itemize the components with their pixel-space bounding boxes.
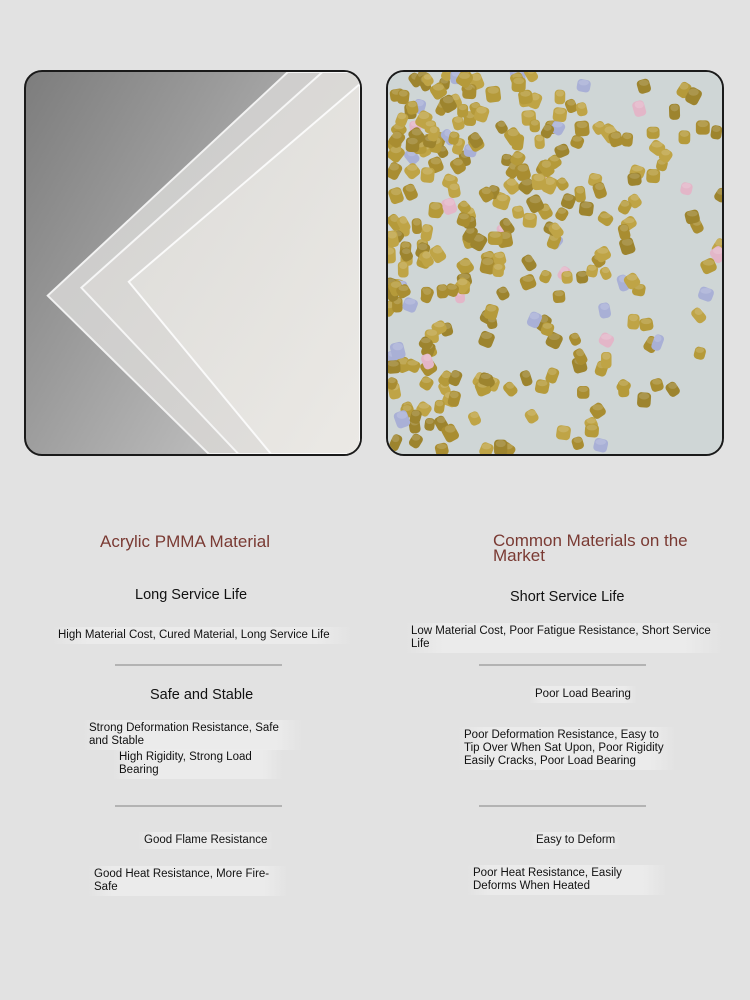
left-text-1: High Material Cost, Cured Material, Long Service Life [52, 627, 352, 644]
pellet [529, 120, 540, 133]
pellet [637, 392, 652, 408]
right-text-3: Poor Heat Resistance, Easily Deforms When Heated [467, 865, 667, 895]
pellet [556, 425, 572, 441]
pellet [577, 386, 589, 399]
pellet [574, 120, 590, 137]
right-divider-2 [479, 805, 646, 807]
left-heading: Acrylic PMMA Material [100, 532, 271, 551]
pellet [601, 352, 611, 368]
pellet [552, 107, 567, 123]
pellet [420, 167, 435, 183]
left-title-3: Good Flame Resistance [138, 832, 273, 849]
pellet [492, 263, 504, 277]
acrylic-sheets-illustration [26, 72, 360, 454]
pellet [511, 77, 526, 92]
pellet [488, 231, 503, 245]
pellet [398, 261, 409, 277]
left-divider-2 [115, 805, 282, 807]
pellet [678, 130, 690, 144]
pellet [522, 213, 537, 229]
pellet [646, 169, 660, 184]
pellet [552, 290, 565, 303]
left-title-2: Safe and Stable [150, 687, 254, 703]
right-title-3: Easy to Deform [530, 832, 621, 849]
pellet [621, 132, 633, 147]
right-heading: Common Materials on the Market [493, 531, 688, 565]
pellet [388, 360, 401, 374]
left-text-2a: Strong Deformation Resistance, Safe and Stable [83, 720, 303, 750]
left-text-3: Good Heat Resistance, More Fire-Safe [88, 866, 288, 896]
plastic-pellets-photo [386, 70, 724, 456]
pellet [388, 247, 396, 264]
pellet [669, 104, 680, 120]
right-text-1: Low Material Cost, Poor Fatigue Resistance, Short Service Life [405, 623, 723, 653]
left-text-2b: High Rigidity, Strong Load Bearing [113, 749, 283, 779]
right-title-2: Poor Load Bearing [529, 686, 637, 703]
pellet [627, 314, 640, 330]
acrylic-sheets-photo [24, 70, 362, 456]
pellet [436, 284, 448, 299]
pellet [485, 85, 502, 103]
pellet [428, 202, 443, 219]
left-divider-1 [115, 664, 282, 666]
pellet [411, 218, 422, 234]
right-text-2: Poor Deformation Resistance, Easy to Tip Over When Sat Upon, Poor Rigidity Easily Cracks, Poor Load Bearing [458, 727, 676, 770]
plastic-pellets-illustration [388, 72, 722, 454]
pellet [561, 271, 573, 284]
right-title-1: Short Service Life [510, 589, 625, 605]
pellet [696, 120, 710, 134]
right-divider-1 [479, 664, 646, 666]
pellet [555, 90, 566, 105]
pellet [405, 137, 419, 152]
pellet [647, 127, 660, 139]
left-title-1: Long Service Life [135, 587, 248, 603]
pellet [584, 424, 599, 438]
pellet [574, 186, 586, 203]
pellet [627, 172, 642, 186]
pellet [578, 201, 594, 217]
pellet [494, 440, 507, 454]
